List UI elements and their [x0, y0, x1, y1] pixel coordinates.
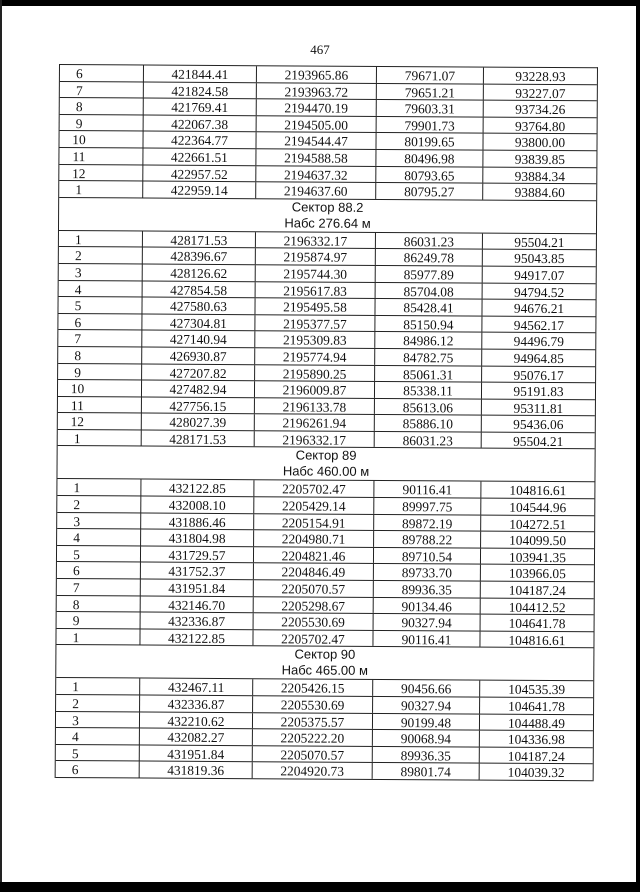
x-coordinate-cell: 431804.98 [141, 530, 254, 546]
y-coordinate-cell: 2195874.97 [256, 249, 376, 265]
point-number: 6 [74, 314, 82, 330]
x-coordinate-cell: 421844.41 [144, 66, 257, 82]
local-y-cell: 93884.60 [514, 184, 565, 201]
local-y-cell: 94794.52 [513, 284, 565, 300]
local-x-cell: 89801.74 [373, 763, 480, 779]
x-coordinate-cell: 427482.94 [142, 381, 255, 397]
y-coordinate-cell: 2196009.87 [255, 381, 375, 397]
local-y-cell: 95504.21 [514, 234, 565, 250]
point-number: 1 [72, 679, 80, 695]
point-number: 6 [76, 66, 83, 82]
x-coordinate-cell: 422364.77 [143, 132, 256, 148]
point-number-cell [58, 330, 142, 346]
y-coordinate-cell: 2194637.60 [256, 182, 376, 198]
point-number-cell [59, 281, 143, 297]
y-coordinate-cell: 2195617.83 [256, 282, 376, 298]
local-x-cell: 80793.65 [376, 167, 483, 183]
local-x-cell: 79651.21 [377, 84, 484, 100]
local-y-cell: 95191.83 [513, 383, 564, 400]
local-x-cell: 90199.48 [373, 714, 480, 730]
scan-border-bottom [0, 882, 640, 892]
y-coordinate-cell: 2195309.83 [255, 332, 375, 348]
local-x-cell: 80496.98 [376, 150, 483, 166]
x-coordinate-cell: 422959.14 [143, 182, 256, 198]
point-number: 8 [75, 99, 83, 115]
y-coordinate-cell: 2196261.94 [255, 414, 375, 430]
table-row [56, 761, 593, 781]
x-coordinate-cell: 428027.39 [142, 414, 255, 430]
point-number: 7 [75, 82, 83, 98]
x-coordinate-cell: 431752.37 [141, 563, 254, 579]
local-x-cell: 90068.94 [373, 730, 480, 746]
point-number: 2 [73, 497, 81, 513]
x-coordinate-cell: 431886.46 [141, 513, 254, 529]
y-coordinate-cell: 2205070.57 [253, 746, 373, 762]
point-number: 4 [71, 729, 79, 745]
local-y-cell: 103966.05 [508, 566, 566, 582]
y-coordinate-cell: 2204846.49 [254, 564, 374, 580]
point-number-cell [59, 131, 143, 147]
x-coordinate-cell: 422957.52 [143, 165, 256, 181]
x-coordinate-cell: 427756.15 [142, 397, 255, 413]
point-number-cell [56, 678, 140, 694]
point-number-cell [57, 529, 141, 545]
point-number: 5 [71, 745, 79, 761]
y-coordinate-cell: 2193965.86 [257, 66, 377, 82]
point-number-cell [56, 728, 140, 744]
y-coordinate-cell: 2195890.25 [255, 365, 375, 381]
local-x-cell: 85886.10 [375, 415, 482, 431]
x-coordinate-cell: 427140.94 [142, 331, 255, 347]
point-number: 4 [73, 530, 80, 546]
point-number-cell [58, 430, 142, 446]
point-number-cell [56, 695, 140, 711]
y-coordinate-cell: 2194588.58 [256, 149, 376, 165]
x-coordinate-cell: 431951.84 [141, 580, 254, 596]
local-x-cell: 86031.23 [376, 233, 483, 249]
local-x-cell: 86031.23 [375, 432, 482, 448]
point-number-cell [58, 364, 142, 380]
y-coordinate-cell: 2196332.17 [255, 431, 375, 447]
point-number-cell [59, 247, 143, 263]
x-coordinate-cell: 427580.63 [142, 298, 255, 314]
local-x-cell: 85150.94 [375, 316, 482, 332]
x-coordinate-cell: 427854.58 [143, 281, 256, 297]
point-number-cell [60, 115, 144, 131]
local-y-cell: 95504.21 [513, 433, 564, 449]
y-coordinate-cell: 2194637.32 [256, 166, 376, 182]
y-coordinate-cell: 2195495.58 [255, 298, 375, 314]
y-coordinate-cell: 2205375.57 [253, 713, 373, 729]
local-y-cell: 94917.07 [514, 267, 565, 284]
local-x-cell: 85428.41 [375, 299, 482, 315]
local-x-cell: 79603.31 [377, 100, 484, 116]
local-y-cell: 104187.24 [508, 582, 566, 599]
x-coordinate-cell: 432082.27 [140, 729, 253, 745]
local-y-cell: 104039.32 [507, 765, 565, 781]
point-number: 1 [72, 629, 80, 645]
point-number: 2 [74, 248, 82, 264]
local-y-cell: 104544.96 [509, 499, 567, 516]
x-coordinate-cell: 432336.87 [141, 613, 254, 629]
x-coordinate-cell: 421824.58 [144, 82, 257, 98]
local-y-cell: 93764.80 [514, 118, 566, 134]
point-number: 7 [74, 331, 82, 347]
y-coordinate-cell: 2205298.67 [254, 597, 374, 613]
x-coordinate-cell: 421769.41 [144, 99, 257, 115]
scan-border-right [636, 0, 640, 892]
y-coordinate-cell: 2205222.20 [253, 729, 373, 745]
local-y-cell: 104272.51 [509, 516, 567, 532]
x-coordinate-cell: 432210.62 [140, 712, 253, 728]
local-x-cell: 89788.22 [374, 531, 481, 547]
x-coordinate-cell: 428126.62 [143, 264, 256, 280]
local-y-cell: 94562.17 [513, 317, 565, 333]
point-number-cell [57, 496, 141, 512]
local-y-cell: 95436.06 [513, 417, 564, 433]
point-number-cell [57, 479, 141, 495]
point-number-cell [58, 297, 142, 313]
local-y-cell: 95076.17 [513, 367, 564, 383]
local-x-cell: 85613.06 [375, 399, 482, 415]
local-y-cell: 95311.81 [513, 400, 564, 416]
sector-title: Сектор 90 [294, 646, 356, 663]
y-coordinate-cell: 2196332.17 [256, 232, 376, 248]
local-x-cell: 90116.41 [374, 481, 481, 497]
point-number-cell [57, 562, 141, 578]
point-number: 1 [75, 231, 82, 247]
local-y-cell: 104535.39 [508, 682, 566, 698]
x-coordinate-cell: 428171.53 [142, 430, 255, 446]
local-x-cell: 85061.31 [375, 365, 482, 381]
y-coordinate-cell: 2195744.30 [256, 265, 376, 281]
point-number: 2 [72, 696, 79, 712]
local-x-cell: 80795.27 [376, 183, 483, 199]
local-x-cell: 90327.94 [374, 614, 481, 630]
y-coordinate-cell: 2194544.47 [256, 133, 376, 149]
x-coordinate-cell: 432122.85 [141, 480, 254, 496]
point-number: 5 [73, 546, 80, 562]
page-number: 467 [310, 42, 330, 57]
local-y-cell: 94964.85 [513, 350, 564, 366]
local-y-cell: 103941.35 [508, 549, 566, 565]
point-number: 4 [74, 281, 82, 297]
point-number: 10 [72, 132, 86, 148]
point-number-cell [60, 82, 144, 98]
local-x-cell: 90327.94 [373, 697, 480, 713]
point-number: 1 [75, 182, 83, 198]
point-number-cell [58, 314, 142, 330]
point-number-cell [57, 579, 141, 595]
local-y-cell: 93839.85 [514, 151, 566, 168]
point-number: 9 [74, 364, 82, 380]
point-number-cell [57, 596, 141, 612]
local-x-cell: 84986.12 [375, 332, 482, 348]
point-number-cell [56, 745, 140, 761]
local-x-cell: 90456.66 [373, 680, 480, 696]
local-x-cell: 89997.75 [374, 498, 481, 514]
local-x-cell: 89936.35 [374, 581, 481, 597]
sector-height: Набс 460.00 м [57, 462, 594, 482]
point-number: 8 [72, 596, 80, 612]
local-x-cell: 89733.70 [374, 564, 481, 580]
local-x-cell: 90134.46 [374, 598, 481, 614]
x-coordinate-cell: 428396.67 [143, 248, 256, 264]
local-y-cell: 104816.61 [509, 483, 567, 499]
local-y-cell: 104187.24 [507, 748, 565, 764]
y-coordinate-cell: 2204920.73 [253, 763, 373, 779]
x-coordinate-cell: 422067.38 [144, 115, 257, 131]
scan-border-top [0, 0, 640, 6]
point-number: 6 [72, 563, 80, 579]
y-coordinate-cell: 2195774.94 [255, 348, 375, 364]
x-coordinate-cell: 431819.36 [140, 762, 253, 778]
coordinates-table [55, 64, 598, 781]
local-x-cell: 86249.78 [376, 249, 483, 265]
sector-height: Набс 276.64 м [59, 214, 596, 234]
scan-border-left [0, 0, 2, 892]
local-y-cell: 95043.85 [514, 251, 565, 267]
y-coordinate-cell: 2205070.57 [254, 580, 374, 596]
point-number-cell [58, 397, 142, 413]
point-number: 11 [72, 149, 86, 165]
local-x-cell: 80199.65 [376, 133, 483, 149]
x-coordinate-cell: 427304.81 [142, 314, 255, 330]
point-number-cell [59, 165, 143, 181]
x-coordinate-cell: 432122.85 [140, 629, 253, 645]
x-coordinate-cell: 422661.51 [143, 148, 256, 164]
x-coordinate-cell: 432146.70 [141, 596, 254, 612]
local-x-cell: 90116.41 [373, 631, 480, 647]
local-y-cell: 104641.78 [508, 698, 566, 715]
local-x-cell: 85977.89 [376, 266, 483, 282]
y-coordinate-cell: 2193963.72 [257, 83, 377, 99]
point-number-cell [58, 347, 142, 363]
y-coordinate-cell: 2194470.19 [257, 99, 377, 115]
point-number: 12 [72, 165, 86, 181]
point-number-cell [56, 629, 140, 645]
local-y-cell: 93734.26 [515, 101, 566, 118]
point-number-cell [59, 231, 143, 247]
point-number: 3 [74, 265, 82, 281]
point-number: 11 [70, 397, 84, 413]
y-coordinate-cell: 2195377.57 [255, 315, 375, 331]
point-number-cell [59, 264, 143, 280]
sector-title: Сектор 89 [295, 447, 357, 464]
local-y-cell: 94496.79 [513, 334, 564, 350]
local-x-cell: 89710.54 [374, 548, 481, 564]
local-x-cell: 89872.19 [374, 515, 481, 531]
sector-height: Набс 465.00 м [56, 661, 593, 681]
point-number-cell [57, 546, 141, 562]
local-y-cell: 94676.21 [513, 300, 565, 317]
local-y-cell: 104488.49 [507, 715, 565, 731]
local-y-cell: 93227.07 [515, 85, 566, 101]
x-coordinate-cell: 432008.10 [141, 497, 254, 513]
x-coordinate-cell: 432467.11 [140, 679, 253, 695]
point-number: 12 [70, 414, 85, 430]
local-y-cell: 104336.98 [507, 731, 565, 748]
local-y-cell: 104816.61 [508, 632, 566, 648]
local-y-cell: 93800.00 [514, 135, 566, 151]
point-number: 9 [75, 115, 83, 131]
local-y-cell: 93228.93 [515, 68, 566, 85]
local-x-cell: 89936.35 [373, 747, 480, 763]
local-x-cell: 85704.08 [376, 282, 483, 298]
local-x-cell: 79671.07 [377, 67, 484, 83]
point-number: 9 [72, 613, 80, 629]
point-number-cell [59, 148, 143, 164]
x-coordinate-cell: 431729.57 [141, 546, 254, 562]
point-number: 7 [72, 580, 80, 596]
point-number-cell [58, 380, 142, 396]
x-coordinate-cell: 432336.87 [140, 696, 253, 712]
local-y-cell: 104412.52 [508, 599, 566, 615]
point-number: 8 [74, 348, 82, 364]
x-coordinate-cell: 426930.87 [142, 347, 255, 363]
y-coordinate-cell: 2205429.14 [254, 497, 374, 513]
point-number-cell [57, 513, 141, 529]
point-number-cell [59, 181, 143, 197]
local-x-cell: 84782.75 [375, 349, 482, 365]
x-coordinate-cell: 428171.53 [143, 231, 256, 247]
local-x-cell: 85338.11 [375, 382, 482, 398]
x-coordinate-cell: 431951.84 [140, 745, 253, 761]
y-coordinate-cell: 2204980.71 [254, 530, 374, 546]
point-number-cell [56, 761, 140, 777]
local-y-cell: 104099.50 [509, 533, 567, 549]
y-coordinate-cell: 2205702.47 [253, 630, 373, 646]
point-number: 6 [71, 762, 79, 778]
y-coordinate-cell: 2196133.78 [255, 398, 375, 414]
local-y-cell: 104641.78 [508, 615, 566, 632]
point-number-cell [58, 413, 142, 429]
local-x-cell: 79901.73 [377, 117, 484, 133]
sector-title: Сектор 88.2 [291, 199, 364, 215]
point-number: 1 [73, 430, 81, 447]
local-y-cell: 93884.34 [514, 168, 565, 184]
y-coordinate-cell: 2194505.00 [257, 116, 377, 132]
point-number-cell [56, 712, 140, 728]
y-coordinate-cell: 2205154.91 [254, 514, 374, 530]
point-number: 3 [72, 712, 79, 728]
point-number-cell [60, 65, 144, 81]
y-coordinate-cell: 2205702.47 [254, 481, 374, 497]
y-coordinate-cell: 2205530.69 [253, 696, 373, 712]
point-number-cell [60, 98, 144, 114]
y-coordinate-cell: 2205530.69 [254, 613, 374, 629]
x-coordinate-cell: 427207.82 [142, 364, 255, 380]
point-number-cell [57, 612, 141, 628]
point-number: 3 [73, 513, 81, 529]
point-number: 5 [74, 298, 82, 314]
y-coordinate-cell: 2205426.15 [253, 680, 373, 696]
y-coordinate-cell: 2204821.46 [254, 547, 374, 563]
point-number: 1 [73, 480, 81, 496]
point-number: 10 [70, 381, 85, 397]
